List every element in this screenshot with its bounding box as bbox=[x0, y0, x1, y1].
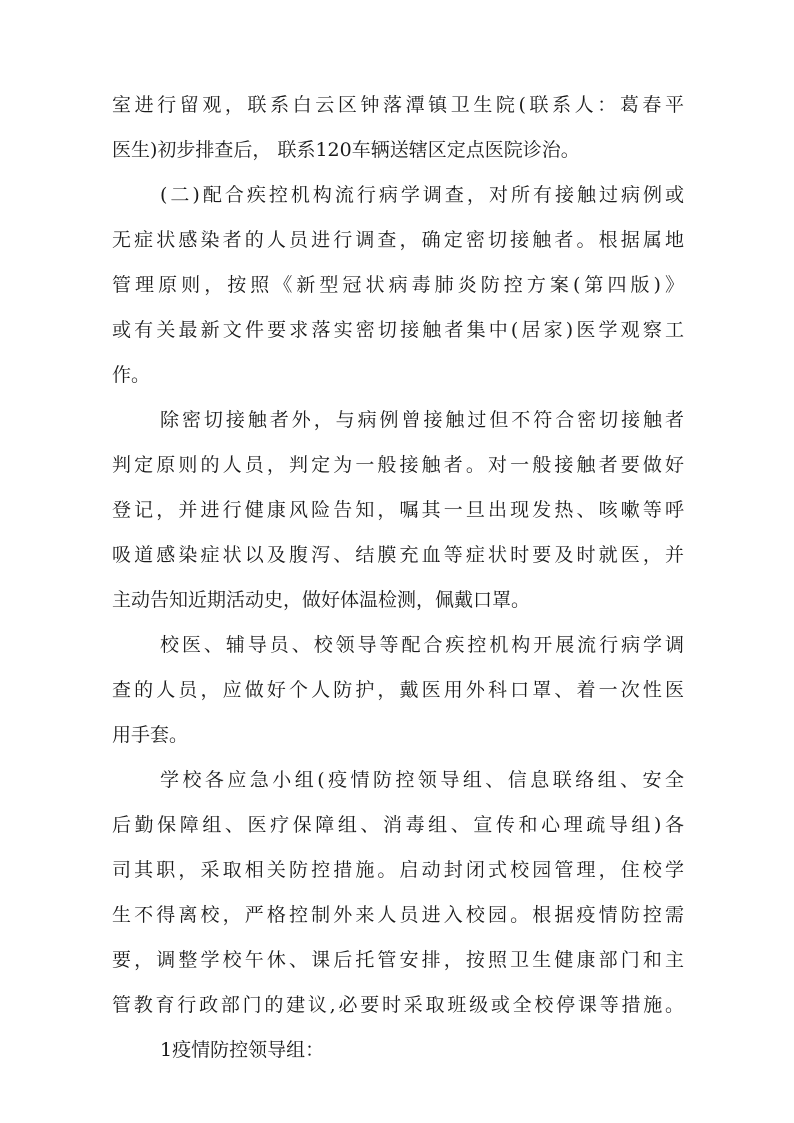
text-line: 学校各应急小组(疫情防控领导组、信息联络组、安全 bbox=[160, 769, 684, 791]
text-line: 登记，并进行健康风险告知，嘱其一旦出现发热、咳嗽等呼 bbox=[112, 499, 684, 521]
text-line: 判定原则的人员，判定为一般接触者。对一般接触者要做好 bbox=[112, 454, 684, 476]
text-line: (二)配合疾控机构流行病学调查，对所有接触过病例或 bbox=[160, 184, 684, 206]
text-line: 后勤保障组、医疗保障组、消毒组、宣传和心理疏导组)各 bbox=[112, 814, 684, 836]
text-line: 作。 bbox=[112, 364, 151, 386]
text-line: 管理原则，按照《新型冠状病毒肺炎防控方案(第四版)》 bbox=[112, 274, 684, 296]
text-line: 用手套。 bbox=[112, 724, 189, 746]
text-line: 校医、辅导员、校领导等配合疾控机构开展流行病学调 bbox=[160, 634, 684, 656]
text-line: 主动告知近期活动史，做好体温检测，佩戴口罩。 bbox=[112, 589, 531, 611]
text-line: 无症状感染者的人员进行调查，确定密切接触者。根据属地 bbox=[112, 229, 684, 251]
text-line: 生不得离校，严格控制外来人员进入校园。根据疫情防控需 bbox=[112, 904, 684, 926]
text-line: 吸道感染症状以及腹泻、结膜充血等症状时要及时就医，并 bbox=[112, 544, 684, 566]
text-line: 医生)初步排查后， 联系120车辆送辖区定点医院诊治。 bbox=[112, 139, 580, 161]
text-line: 管教育行政部门的建议,必要时采取班级或全校停课等措施。 bbox=[112, 994, 684, 1016]
text-line: 除密切接触者外，与病例曾接触过但不符合密切接触者 bbox=[160, 409, 684, 431]
text-line: 要，调整学校午休、课后托管安排，按照卫生健康部门和主 bbox=[112, 949, 684, 971]
text-line: 室进行留观，联系白云区钟落潭镇卫生院(联系人：葛春平 bbox=[112, 94, 684, 116]
text-line: 司其职，采取相关防控措施。启动封闭式校园管理，住校学 bbox=[112, 859, 684, 881]
text-line: 或有关最新文件要求落实密切接触者集中(居家)医学观察工 bbox=[112, 319, 684, 341]
text-line: 查的人员，应做好个人防护，戴医用外科口罩、着一次性医 bbox=[112, 679, 684, 701]
text-line: 1疫情防控领导组： bbox=[160, 1039, 325, 1061]
